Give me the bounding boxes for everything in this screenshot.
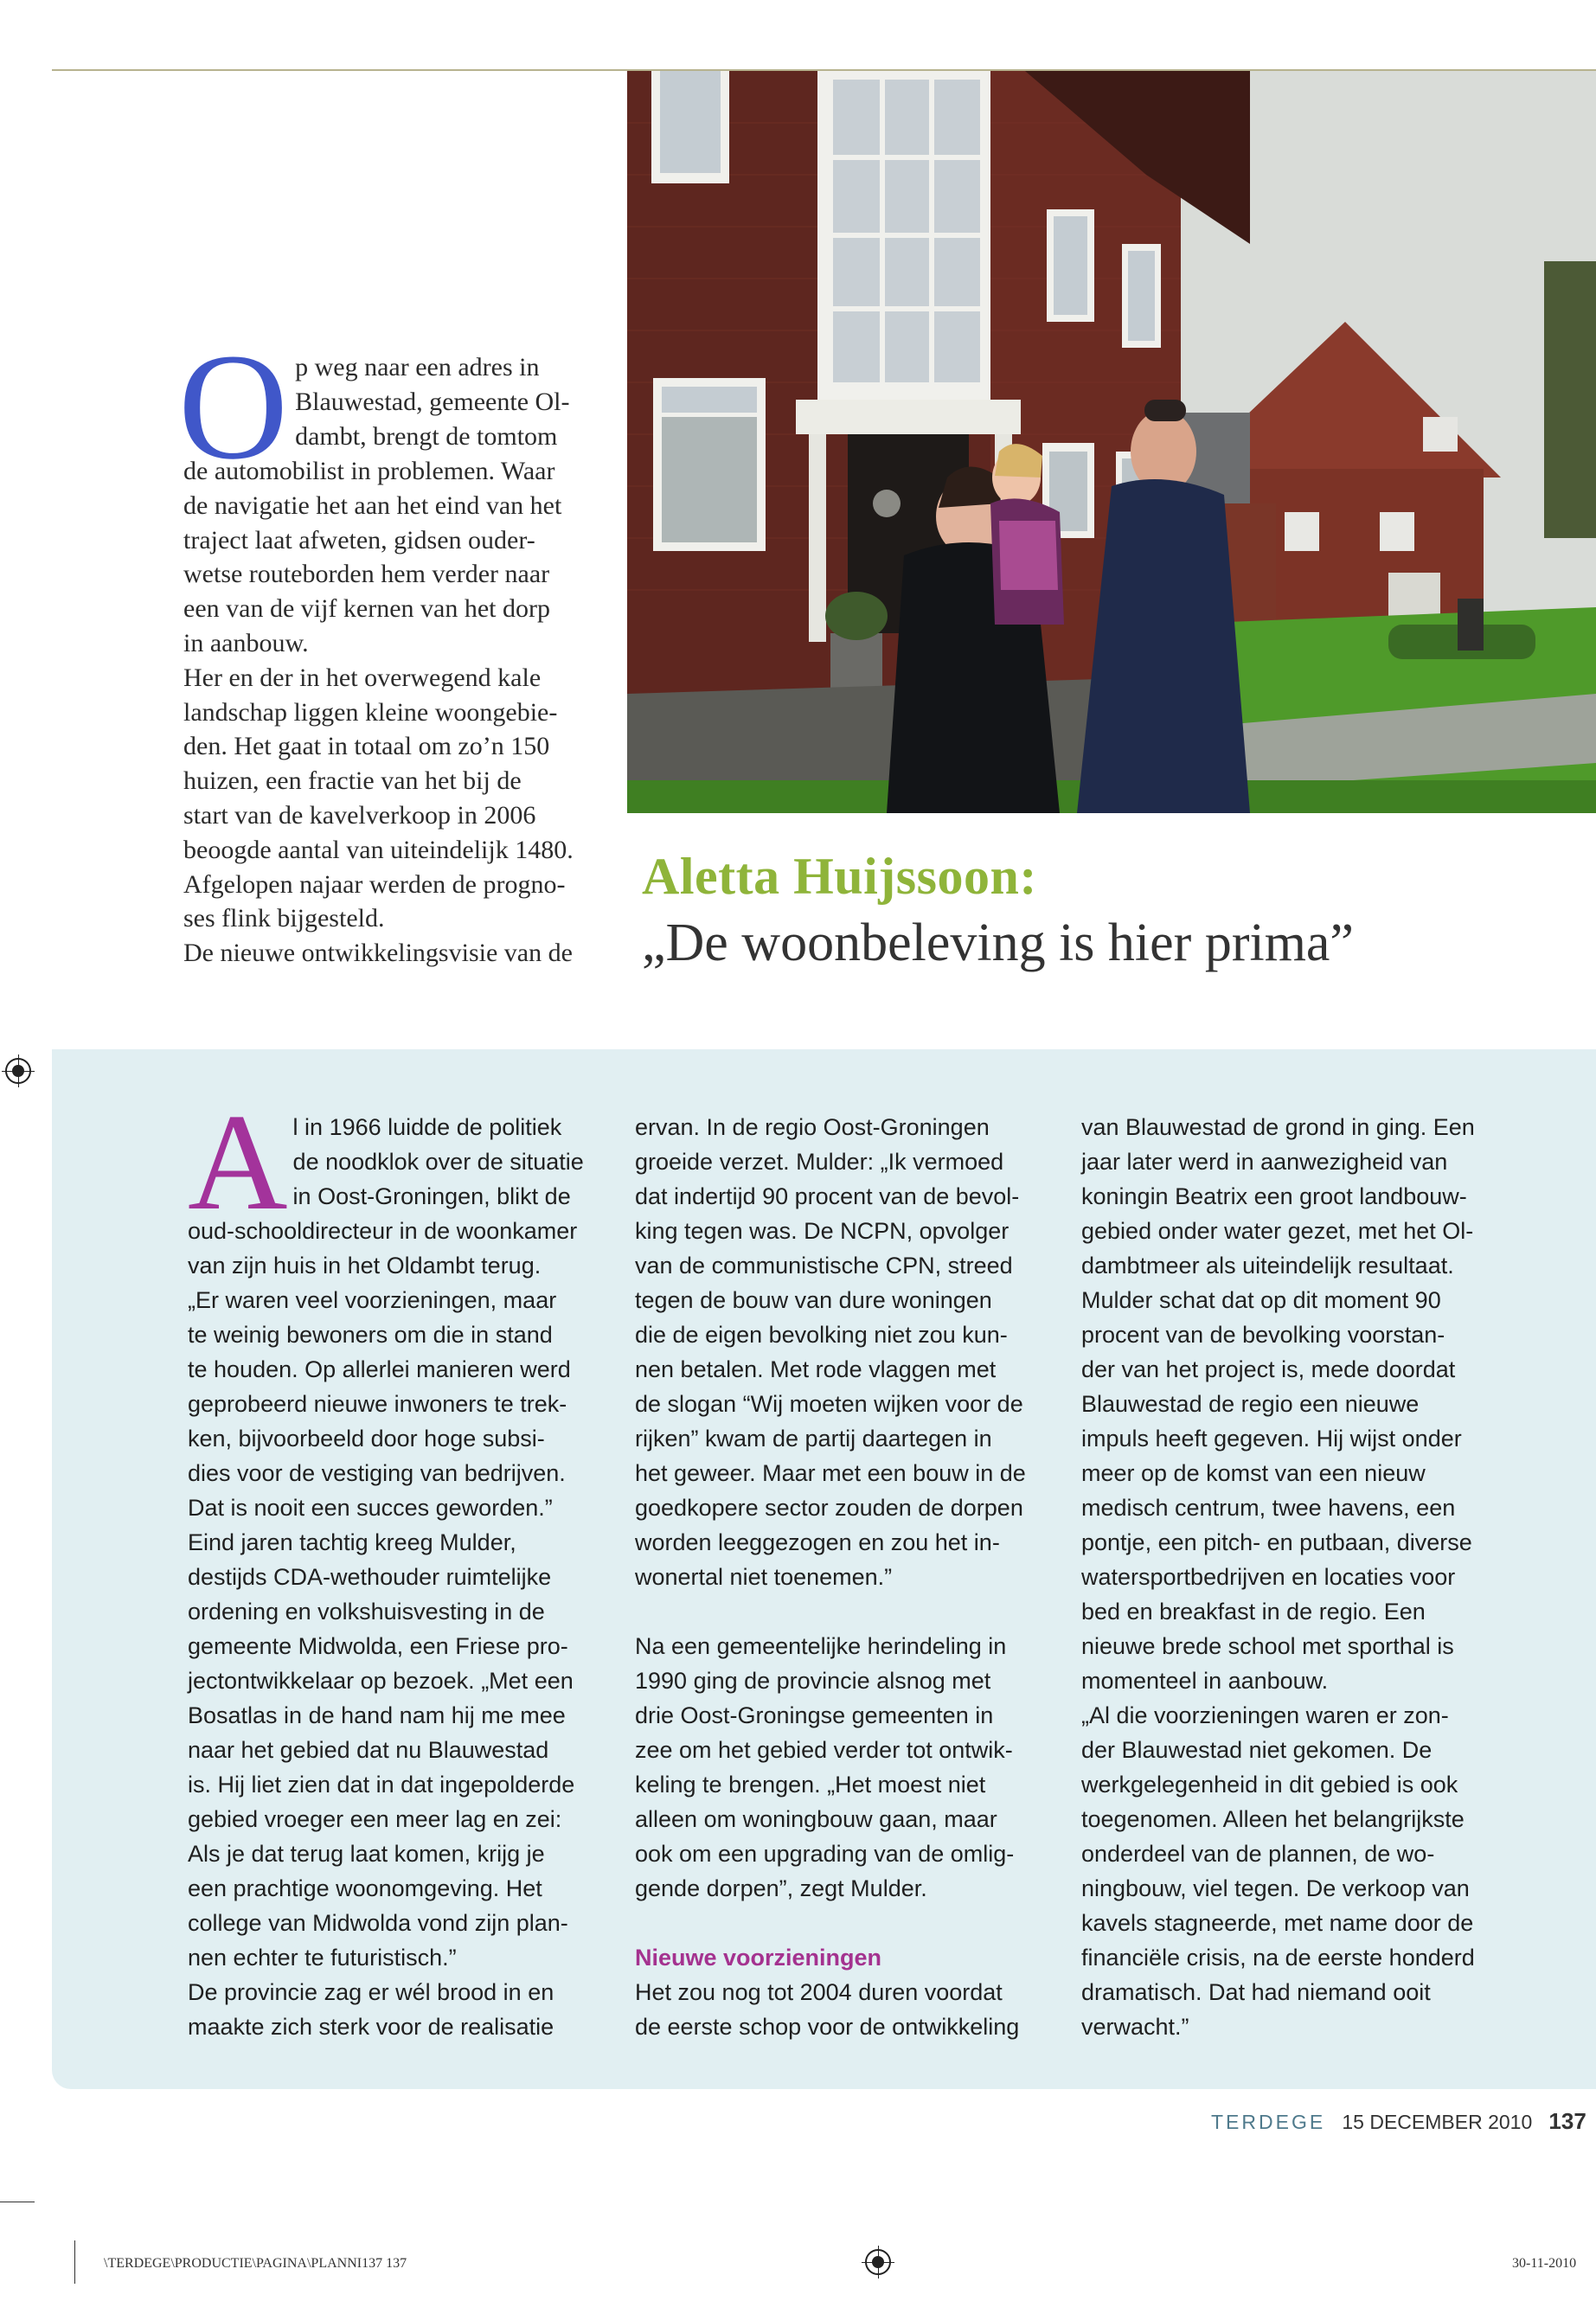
column-line: kavels stagneerde, met name door de: [1081, 1910, 1474, 1936]
intro-line: de automobilist in problemen. Waar: [183, 457, 555, 485]
column-line: king tegen was. De NCPN, opvolger: [635, 1218, 1010, 1244]
column-line: is. Hij liet zien dat in dat ingepolderde: [188, 1772, 575, 1798]
intro-line: Blauwestad, gemeente Ol-: [295, 387, 570, 416]
column-line: impuls heeft gegeven. Hij wijst onder: [1081, 1426, 1462, 1452]
column-line: destijds CDA-wethouder ruimtelijke: [188, 1564, 552, 1590]
intro-line: Afgelopen najaar werden de progno-: [183, 869, 566, 899]
column-line: Het zou nog tot 2004 duren voordat: [635, 1979, 1003, 2005]
column-line: keling te brengen. „Het moest niet: [635, 1772, 986, 1798]
article-column-2: [635, 1110, 1067, 2044]
registration-mark-icon: [5, 1058, 31, 1084]
column-line: oud-schooldirecteur in de woonkamer: [188, 1218, 578, 1244]
column-line: pontje, een pitch- en putbaan, diverse: [1081, 1529, 1472, 1555]
intro-line: de navigatie het aan het eind van het: [183, 490, 562, 520]
intro-line: in aanbouw.: [183, 628, 309, 657]
intro-text: [178, 323, 603, 971]
column-line: gemeente Midwolda, een Friese pro-: [188, 1633, 568, 1659]
column-line: ken, bijvoorbeeld door hoge subsi-: [188, 1426, 545, 1452]
column-line: te weinig bewoners om die in stand: [188, 1322, 553, 1348]
column-line: momenteel in aanbouw.: [1081, 1668, 1329, 1694]
column-line: naar het gebied dat nu Blauwestad: [188, 1737, 549, 1763]
column-line: koningin Beatrix een groot landbouw-: [1081, 1183, 1467, 1209]
headline-name: Aletta Huijssoon:: [642, 848, 1037, 905]
column-line: dies voor de vestiging van bedrijven.: [188, 1460, 566, 1486]
intro-line: start van de kavelverkoop in 2006: [183, 800, 536, 830]
intro-line: p weg naar een adres in: [295, 353, 540, 381]
page-number: 137: [1548, 2108, 1586, 2134]
column-line: De provincie zag er wél brood in en: [188, 1979, 554, 2005]
column-line: bed en breakfast in de regio. Een: [1081, 1599, 1426, 1625]
column-line: Blauwestad de regio een nieuwe: [1081, 1391, 1420, 1417]
column-line: toegenomen. Alleen het belangrijkste: [1081, 1806, 1465, 1832]
intro-line: ses flink bijgesteld.: [183, 904, 385, 933]
intro-line: wetse routeborden hem verder naar: [183, 560, 550, 589]
column-line: dat indertijd 90 procent van de bevol-: [635, 1183, 1020, 1209]
intro-line: dambt, brengt de tomtom: [295, 421, 558, 451]
column-line: wonertal niet toenemen.”: [635, 1564, 893, 1590]
column-line: een prachtige woonomgeving. Het: [188, 1875, 542, 1901]
slug-date: 30-11-2010: [1512, 2256, 1577, 2271]
column-line: dambtmeer als uiteindelijk resultaat.: [1081, 1253, 1454, 1279]
column-line: van de communistische CPN, streed: [635, 1253, 1013, 1279]
column-line: tegen de bouw van dure woningen: [635, 1287, 992, 1313]
column-line: financiële crisis, na de eerste honderd: [1081, 1945, 1475, 1971]
column-line: Als je dat terug laat komen, krijg je: [188, 1841, 545, 1867]
article-drop-cap: A: [188, 1085, 288, 1239]
column-line: Bosatlas in de hand nam hij me mee: [188, 1702, 566, 1728]
column-line: de slogan “Wij moeten wijken voor de: [635, 1391, 1023, 1417]
column-line: gebied vroeger een meer lag en zei:: [188, 1806, 562, 1832]
column-line: der Blauwestad niet gekomen. De: [1081, 1737, 1433, 1763]
column-line: het geweer. Maar met een bouw in de: [635, 1460, 1026, 1486]
issue-date: 15 DECEMBER 2010: [1342, 2111, 1533, 2133]
column-line: l in 1966 luidde de politiek: [292, 1114, 562, 1140]
column-line: Mulder schat dat op dit moment 90: [1081, 1287, 1441, 1313]
headline: [642, 843, 1593, 977]
article-column-1: [188, 1085, 638, 2044]
column-line: die de eigen bevolking niet zou kun-: [635, 1322, 1008, 1348]
column-line: meer op de komst van een nieuw: [1081, 1460, 1426, 1486]
column-line: zee om het gebied verder tot ontwik-: [635, 1737, 1013, 1763]
column-line: worden leeggezogen en zou het in-: [635, 1529, 1000, 1555]
intro-drop-cap: O: [178, 323, 289, 491]
column-line: de noodklok over de situatie: [292, 1149, 584, 1175]
column-line: college van Midwolda vond zijn plan-: [188, 1910, 568, 1936]
column-line: der van het project is, mede doordat: [1081, 1356, 1456, 1382]
intro-line: den. Het gaat in totaal om zo’n 150: [183, 732, 550, 761]
paragraph-gap: [635, 1906, 1067, 1940]
paragraph-gap: [635, 1594, 1067, 1629]
subheading: Nieuwe voorzieningen: [635, 1945, 882, 1971]
registration-mark-icon: [865, 2249, 891, 2275]
column-line: nen betalen. Met rode vlaggen met: [635, 1356, 997, 1382]
intro-line: traject laat afweten, gidsen ouder-: [183, 525, 535, 554]
column-line: werkgelegenheid in dit gebied is ook: [1081, 1772, 1458, 1798]
intro-line: huizen, een fractie van het bij de: [183, 766, 522, 796]
column-line: jectontwikkelaar op bezoek. „Met een: [188, 1668, 574, 1694]
intro-line: De nieuwe ontwikkelingsvisie van de: [183, 939, 573, 968]
column-line: ordening en volkshuisvesting in de: [188, 1599, 545, 1625]
column-line: watersportbedrijven en locaties voor: [1081, 1564, 1456, 1590]
column-line: gebied onder water gezet, met het Ol-: [1081, 1218, 1474, 1244]
column-line: Na een gemeentelijke herindeling in: [635, 1633, 1007, 1659]
page-footer: [1211, 2108, 1596, 2135]
column-line: rijken” kwam de partij daartegen in: [635, 1426, 992, 1452]
family-house-photo: [627, 71, 1596, 813]
column-line: van zijn huis in het Oldambt terug.: [188, 1253, 542, 1279]
column-line: medisch centrum, twee havens, een: [1081, 1495, 1456, 1521]
column-line: groeide verzet. Mulder: „Ik vermoed: [635, 1149, 1004, 1175]
column-line: drie Oost-Groningse gemeenten in: [635, 1702, 994, 1728]
column-line: geprobeerd nieuwe inwoners te trek-: [188, 1391, 567, 1417]
column-line: nieuwe brede school met sporthal is: [1081, 1633, 1454, 1659]
headline-quote: „De woonbeleving is hier prima”: [642, 913, 1354, 972]
article-column-3: [1081, 1110, 1531, 2044]
column-line: Eind jaren tachtig kreeg Mulder,: [188, 1529, 516, 1555]
column-line: nen echter te futuristisch.”: [188, 1945, 457, 1971]
column-line: ervan. In de regio Oost-Groningen: [635, 1114, 990, 1140]
crop-mark: [74, 2240, 75, 2284]
column-line: verwacht.”: [1081, 2014, 1189, 2040]
column-line: Dat is nooit een succes geworden.”: [188, 1495, 553, 1521]
column-line: de eerste schop voor de ontwikkeling: [635, 2014, 1020, 2040]
column-line: dramatisch. Dat had niemand ooit: [1081, 1979, 1431, 2005]
column-line: goedkopere sector zouden de dorpen: [635, 1495, 1023, 1521]
column-line: procent van de bevolking voorstan-: [1081, 1322, 1445, 1348]
column-line: in Oost-Groningen, blikt de: [292, 1183, 571, 1209]
column-line: gende dorpen”, zegt Mulder.: [635, 1875, 927, 1901]
magazine-name: TERDEGE: [1211, 2111, 1326, 2133]
intro-line: Her en der in het overwegend kale: [183, 663, 542, 692]
column-line: te houden. Op allerlei manieren werd: [188, 1356, 571, 1382]
article-box: [52, 1049, 1596, 2089]
column-line: van Blauwestad de grond in ging. Een: [1081, 1114, 1475, 1140]
intro-line: een van de vijf kernen van het dorp: [183, 594, 550, 624]
column-line: maakte zich sterk voor de realisatie: [188, 2014, 554, 2040]
column-line: „Al die voorzieningen waren er zon-: [1081, 1702, 1449, 1728]
slug-path: \TERDEGE\PRODUCTIE\PAGINA\PLANNI137 137: [104, 2256, 407, 2271]
column-line: jaar later werd in aanwezigheid van: [1081, 1149, 1448, 1175]
column-line: onderdeel van de plannen, de wo-: [1081, 1841, 1435, 1867]
column-line: alleen om woningbouw gaan, maar: [635, 1806, 997, 1832]
intro-line: landschap liggen kleine woongebie-: [183, 697, 558, 727]
column-line: 1990 ging de provincie alsnog met: [635, 1668, 991, 1694]
column-line: ook om een upgrading van de omlig-: [635, 1841, 1015, 1867]
column-line: „Er waren veel voorzieningen, maar: [188, 1287, 557, 1313]
intro-line: beoogde aantal van uiteindelijk 1480.: [183, 835, 574, 864]
column-line: ningbouw, viel tegen. De verkoop van: [1081, 1875, 1470, 1901]
